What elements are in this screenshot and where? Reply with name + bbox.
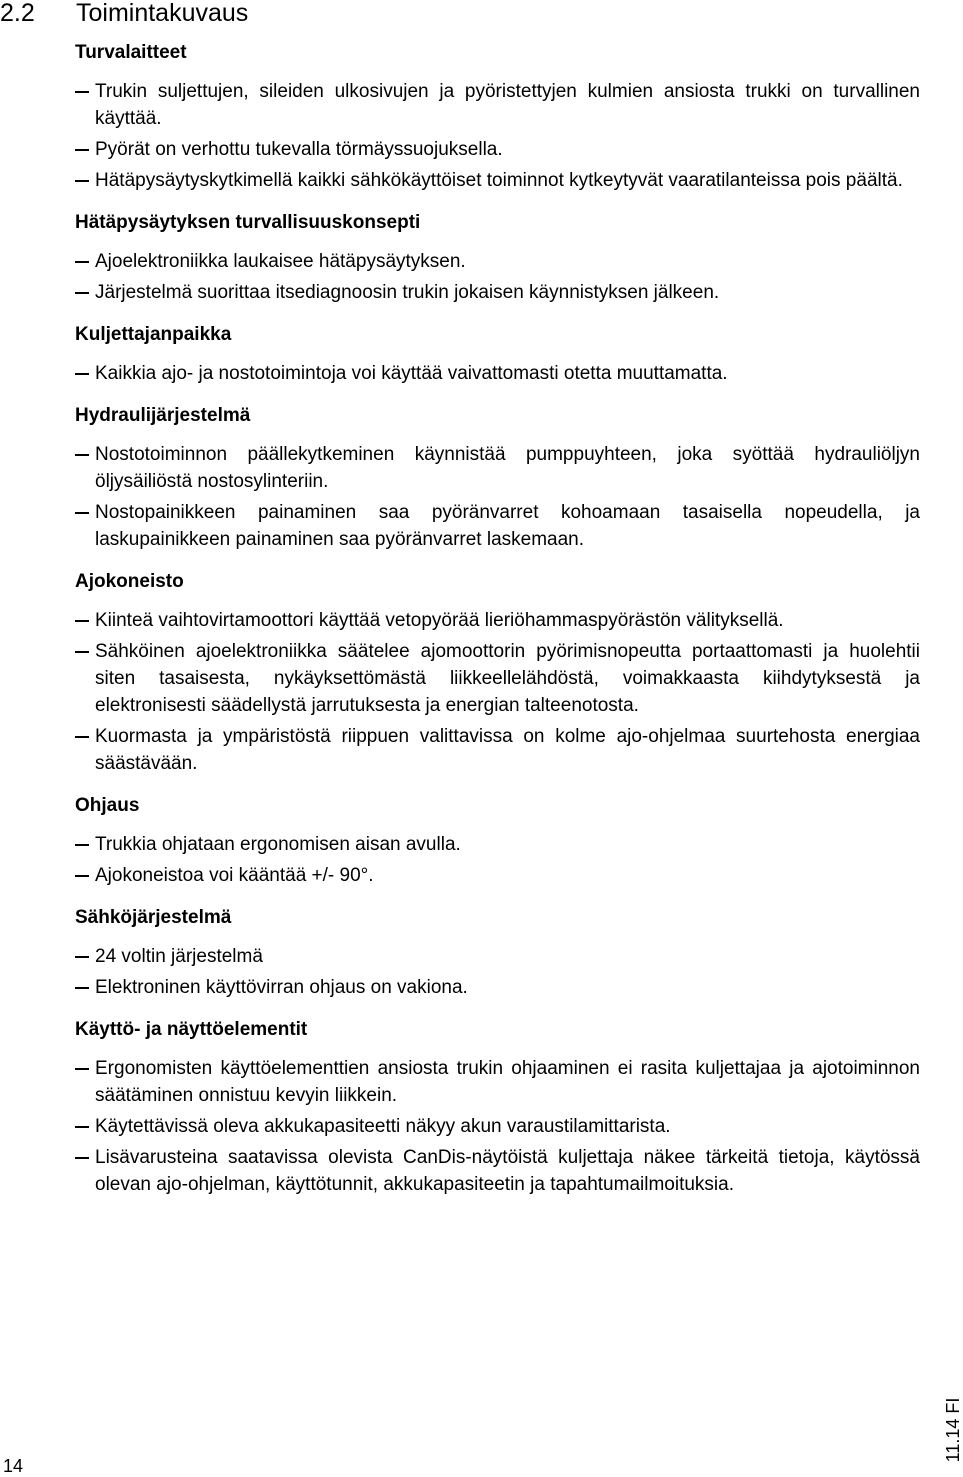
list-item-text: Ajokoneistoa voi kääntää +/- 90°. [95, 865, 374, 886]
list-item-text: Hätäpysäytyskytkimellä kaikki sähkökäyttöiset toiminnot kytkeytyvät vaaratilanteissa pois päältä. [95, 170, 903, 191]
list-item-text: Ajoelektroniikka laukaisee hätäpysäytyksen. [95, 251, 466, 272]
list-item [75, 1144, 920, 1198]
section-block [75, 322, 920, 387]
section-heading: Kuljettajanpaikka [75, 324, 232, 345]
list-item [75, 831, 920, 858]
dash-bullet-icon [75, 91, 89, 93]
document-body [75, 40, 920, 1214]
list-item-text: Sähköinen ajoelektroniikka säätelee ajomoottorin pyörimisnopeutta portaattomasti ja huolehtii siten tasaisesta, nykäyksettömästä liikkeellelähdöstä, voimakkaasta kiihdytyksestä ja elektronisesti säädellystä jarrutuksesta ja energian talteenotosta. [95, 641, 920, 716]
list-item-text: Nostopainikkeen painaminen saa pyöränvarret kohoamaan tasaisella nopeudella, ja laskupainikkeen painaminen saa pyöränvarret laskemaan. [95, 502, 920, 550]
list-item [75, 136, 920, 163]
section-block [75, 1017, 920, 1198]
list-item [75, 248, 920, 275]
list-item-text: Ergonomisten käyttöelementtien ansiosta trukin ohjaaminen ei rasita kuljettajaa ja ajotoiminnon säätäminen onnistuu kevyin liikkein. [95, 1058, 920, 1106]
list-item [75, 638, 920, 719]
bullet-list [75, 607, 920, 777]
bullet-list [75, 248, 920, 306]
dash-bullet-icon [75, 149, 89, 151]
section-title: Toimintakuvaus [76, 0, 249, 27]
list-item-text: Pyörät on verhottu tukevalla törmäyssuojuksella. [95, 139, 503, 160]
dash-bullet-icon [75, 875, 89, 877]
revision-code [943, 1385, 963, 1475]
dash-bullet-icon [75, 512, 89, 514]
dash-bullet-icon [75, 373, 89, 375]
list-item [75, 360, 920, 387]
section-heading: Turvalaitteet [75, 42, 187, 63]
list-item [75, 78, 920, 132]
list-item-text: 24 voltin järjestelmä [95, 946, 263, 967]
dash-bullet-icon [75, 1068, 89, 1070]
section-number: 2.2 [0, 0, 35, 27]
bullet-list [75, 78, 920, 194]
section-heading: Sähköjärjestelmä [75, 907, 232, 928]
dash-bullet-icon [75, 1126, 89, 1128]
bullet-list [75, 1055, 920, 1198]
list-item [75, 499, 920, 553]
dash-bullet-icon [75, 956, 89, 958]
dash-bullet-icon [75, 180, 89, 182]
list-item-text: Nostotoiminnon päällekytkeminen käynnistää pumppuyhteen, joka syöttää hydrauliöljyn öljysäiliöstä nostosylinteriin. [95, 444, 920, 492]
list-item [75, 862, 920, 889]
dash-bullet-icon [75, 454, 89, 456]
list-item-text: Järjestelmä suorittaa itsediagnoosin trukin jokaisen käynnistyksen jälkeen. [95, 282, 720, 303]
list-item-text: Kaikkia ajo- ja nostotoimintoja voi käyttää vaivattomasti otetta muuttamatta. [95, 363, 728, 384]
dash-bullet-icon [75, 261, 89, 263]
list-item [75, 441, 920, 495]
section-block [75, 40, 920, 194]
dash-bullet-icon [75, 844, 89, 846]
section-block [75, 210, 920, 306]
section-block [75, 905, 920, 1001]
dash-bullet-icon [75, 987, 89, 989]
dash-bullet-icon [75, 292, 89, 294]
list-item [75, 943, 920, 970]
section-heading: Hydraulijärjestelmä [75, 405, 251, 426]
page-title [0, 0, 248, 28]
list-item-text: Lisävarusteina saatavissa olevista CanDis-näytöistä kuljettaja näkee tärkeitä tietoja, käytössä olevan ajo-ohjelman, käyttötunnit, akkukapasiteetin ja tapahtumailmoituksia. [95, 1147, 920, 1195]
section-heading: Hätäpysäytyksen turvallisuuskonsepti [75, 212, 421, 233]
section-heading: Ajokoneisto [75, 571, 184, 592]
list-item-text: Käytettävissä oleva akkukapasiteetti näkyy akun varaustilamittarista. [95, 1116, 671, 1137]
list-item-text: Trukin suljettujen, sileiden ulkosivujen ja pyöristettyjen kulmien ansiosta trukki on turvallinen käyttää. [95, 81, 920, 129]
bullet-list [75, 943, 920, 1001]
dash-bullet-icon [75, 620, 89, 622]
dash-bullet-icon [75, 651, 89, 653]
section-block [75, 403, 920, 553]
list-item-text: Kuormasta ja ympäristöstä riippuen valittavissa on kolme ajo-ohjelmaa suurtehosta energiaa säästävään. [95, 726, 920, 774]
list-item-text: Trukkia ohjataan ergonomisen aisan avulla. [95, 834, 461, 855]
bullet-list [75, 831, 920, 889]
list-item-text: Kiinteä vaihtovirtamoottori käyttää vetopyörää lieriöhammaspyörästön välityksellä. [95, 610, 784, 631]
dash-bullet-icon [75, 1157, 89, 1159]
page-number: 14 [3, 1456, 24, 1476]
bullet-list [75, 360, 920, 387]
list-item [75, 607, 920, 634]
bullet-list [75, 441, 920, 553]
dash-bullet-icon [75, 736, 89, 738]
list-item [75, 279, 920, 306]
list-item [75, 167, 920, 194]
section-block [75, 793, 920, 889]
revision-code-text: 11.14 FI [943, 1397, 963, 1463]
list-item-text: Elektroninen käyttövirran ohjaus on vakiona. [95, 977, 468, 998]
list-item [75, 974, 920, 1001]
section-heading: Ohjaus [75, 795, 140, 816]
section-block [75, 569, 920, 777]
list-item [75, 1055, 920, 1109]
list-item [75, 723, 920, 777]
section-heading: Käyttö- ja näyttöelementit [75, 1019, 308, 1040]
list-item [75, 1113, 920, 1140]
